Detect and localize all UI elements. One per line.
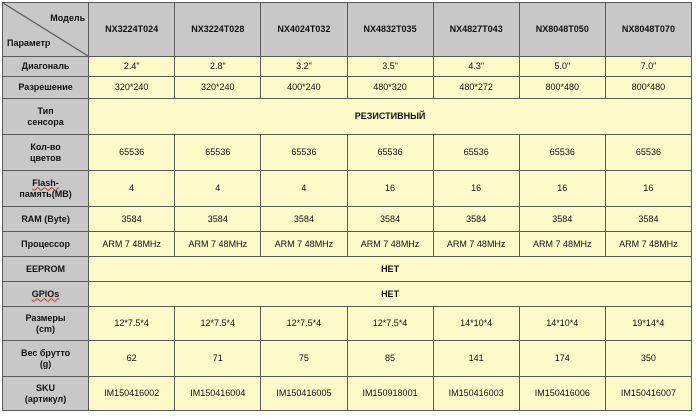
- table-cell: ARM 7 48MHz: [175, 232, 261, 257]
- param-label: Вес брутто (g): [3, 341, 89, 377]
- table-cell: 3584: [433, 207, 519, 232]
- table-cell: 71: [175, 341, 261, 377]
- model-header: NX4024T032: [261, 3, 347, 57]
- table-cell: 4.3": [433, 57, 519, 77]
- table-cell: ARM 7 48MHz: [605, 232, 691, 257]
- spec-table: [2, 2, 692, 411]
- corner-cell: [3, 3, 89, 57]
- table-cell: ARM 7 48MHz: [347, 232, 433, 257]
- table-cell: 3584: [89, 207, 175, 232]
- table-row: [3, 135, 692, 171]
- table-cell: IM150416007: [605, 377, 691, 411]
- table-cell: 2.4": [89, 57, 175, 77]
- table-cell: 4: [89, 171, 175, 207]
- table-cell: ARM 7 48MHz: [261, 232, 347, 257]
- corner-param-label: Параметр: [7, 38, 51, 48]
- table-cell: ARM 7 48MHz: [433, 232, 519, 257]
- table-cell: ARM 7 48MHz: [519, 232, 605, 257]
- table-row: [3, 307, 692, 341]
- model-header: NX8048T050: [519, 3, 605, 57]
- table-cell: 12*7.5*4: [261, 307, 347, 341]
- table-cell: 65536: [519, 135, 605, 171]
- table-cell: 65536: [261, 135, 347, 171]
- table-cell: IM150416006: [519, 377, 605, 411]
- param-label: SKU (артикул): [3, 377, 89, 411]
- table-cell: 14*10*4: [433, 307, 519, 341]
- table-row: [3, 171, 692, 207]
- param-label: Размеры (cm): [3, 307, 89, 341]
- table-cell: 65536: [89, 135, 175, 171]
- param-label: EEPROM: [3, 257, 89, 282]
- table-cell: 3584: [605, 207, 691, 232]
- table-cell: 350: [605, 341, 691, 377]
- table-cell: 16: [519, 171, 605, 207]
- table-row: [3, 232, 692, 257]
- table-row: [3, 57, 692, 77]
- table-cell: 16: [605, 171, 691, 207]
- table-row: [3, 77, 692, 99]
- table-cell: 480*320: [347, 77, 433, 99]
- table-cell: IM150918001: [347, 377, 433, 411]
- table-cell: 5.0": [519, 57, 605, 77]
- table-cell: 2.8": [175, 57, 261, 77]
- table-cell: 12*7.5*4: [347, 307, 433, 341]
- param-label: Кол-во цветов: [3, 135, 89, 171]
- param-label: Диагональ: [3, 57, 89, 77]
- table-cell: 800*480: [605, 77, 691, 99]
- merged-cell: РЕЗИСТИВНЫЙ: [89, 99, 692, 135]
- table-cell: 800*480: [519, 77, 605, 99]
- table-row: [3, 377, 692, 411]
- param-label: Процессор: [3, 232, 89, 257]
- table-cell: 62: [89, 341, 175, 377]
- table-cell: 65536: [347, 135, 433, 171]
- table-cell: 3584: [519, 207, 605, 232]
- table-cell: 4: [175, 171, 261, 207]
- model-header: NX4827T043: [433, 3, 519, 57]
- model-header: NX3224T024: [89, 3, 175, 57]
- table-row: [3, 282, 692, 307]
- table-cell: 400*240: [261, 77, 347, 99]
- param-label: Разрешение: [3, 77, 89, 99]
- table-cell: 16: [433, 171, 519, 207]
- table-cell: 480*272: [433, 77, 519, 99]
- header-row: [3, 3, 692, 57]
- table-cell: 14*10*4: [519, 307, 605, 341]
- merged-cell: НЕТ: [89, 282, 692, 307]
- table-cell: 7.0": [605, 57, 691, 77]
- table-row: [3, 207, 692, 232]
- model-header: NX8048T070: [605, 3, 691, 57]
- table-row: [3, 99, 692, 135]
- param-label: GPIOs: [3, 282, 89, 307]
- table-cell: 3.5": [347, 57, 433, 77]
- table-cell: 174: [519, 341, 605, 377]
- model-header: NX3224T028: [175, 3, 261, 57]
- table-cell: 65536: [175, 135, 261, 171]
- table-cell: 141: [433, 341, 519, 377]
- model-header: NX4832T035: [347, 3, 433, 57]
- table-cell: 3.2": [261, 57, 347, 77]
- table-cell: 320*240: [175, 77, 261, 99]
- param-label: Тип сенсора: [3, 99, 89, 135]
- merged-cell: НЕТ: [89, 257, 692, 282]
- table-cell: 65536: [433, 135, 519, 171]
- table-cell: 3584: [347, 207, 433, 232]
- table-cell: 3584: [175, 207, 261, 232]
- param-label: RAM (Byte): [3, 207, 89, 232]
- corner-model-label: Модель: [50, 13, 86, 23]
- table-cell: IM150416003: [433, 377, 519, 411]
- table-cell: 3584: [261, 207, 347, 232]
- table-cell: ARM 7 48MHz: [89, 232, 175, 257]
- table-cell: 75: [261, 341, 347, 377]
- table-cell: IM150416004: [175, 377, 261, 411]
- table-cell: 320*240: [89, 77, 175, 99]
- table-cell: 19*14*4: [605, 307, 691, 341]
- table-cell: IM150416002: [89, 377, 175, 411]
- param-label: Flash- память(MB): [3, 171, 89, 207]
- table-row: [3, 341, 692, 377]
- table-cell: 16: [347, 171, 433, 207]
- table-cell: 12*7.5*4: [175, 307, 261, 341]
- table-cell: 12*7.5*4: [89, 307, 175, 341]
- table-row: [3, 257, 692, 282]
- table-cell: IM150416005: [261, 377, 347, 411]
- table-cell: 65536: [605, 135, 691, 171]
- table-cell: 4: [261, 171, 347, 207]
- table-cell: 85: [347, 341, 433, 377]
